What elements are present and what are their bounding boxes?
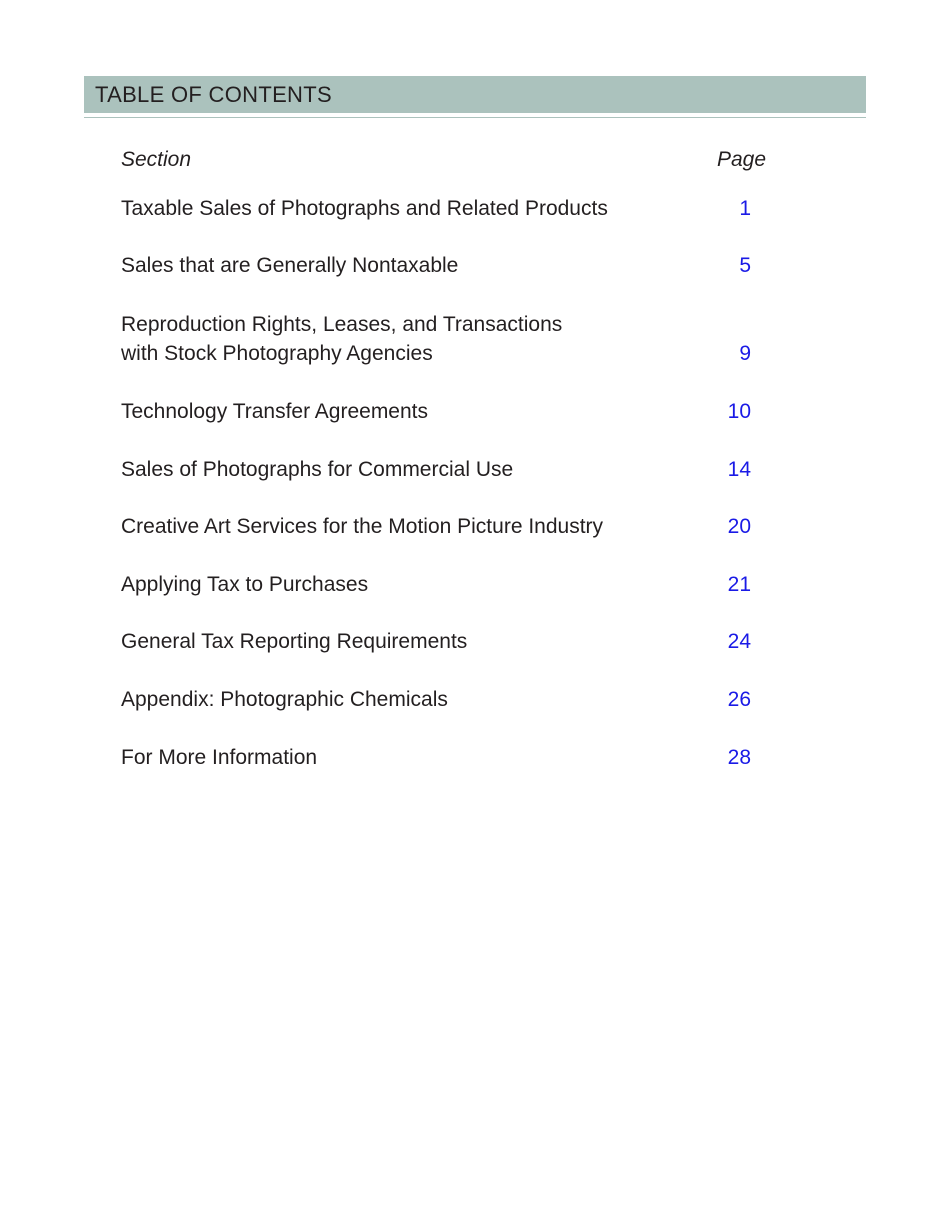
- toc-entry-title: General Tax Reporting Requirements: [121, 630, 468, 653]
- toc-entry-taxable-sales[interactable]: [121, 194, 781, 223]
- toc-entry-title: Technology Transfer Agreements: [121, 400, 429, 423]
- toc-entry-title: Applying Tax to Purchases: [121, 573, 369, 596]
- toc-entry-title: Appendix: Photographic Chemicals: [121, 688, 448, 711]
- toc-entry-page-link[interactable]: 26: [727, 688, 751, 711]
- toc-entry-nontaxable-sales[interactable]: [121, 251, 781, 280]
- toc-entry-reproduction-rights[interactable]: [121, 310, 781, 368]
- toc-entry-page-link[interactable]: 24: [727, 630, 751, 653]
- toc-entry-page-link[interactable]: 14: [727, 458, 751, 481]
- toc-entry-page-link[interactable]: 5: [739, 254, 751, 277]
- toc-entry-title: For More Information: [121, 746, 318, 769]
- toc-entry-page-link[interactable]: 9: [739, 342, 751, 365]
- section-column-heading: Section: [121, 148, 192, 171]
- toc-entry-page-link[interactable]: 28: [727, 746, 751, 769]
- header-divider: [84, 117, 866, 118]
- toc-entry-technology-transfer[interactable]: [121, 397, 781, 426]
- page-column-heading: Page: [717, 148, 767, 171]
- toc-entry-appendix-chemicals[interactable]: [121, 685, 781, 714]
- toc-entry-title: [121, 310, 681, 368]
- toc-entry-title-line: with Stock Photography Agencies: [121, 342, 433, 365]
- toc-entry-title: Creative Art Services for the Motion Picture Industry: [121, 515, 604, 538]
- toc-entry-title-line: Reproduction Rights, Leases, and Transactions: [121, 313, 563, 336]
- toc-entry-more-information[interactable]: [121, 743, 781, 772]
- toc-entry-title: Sales that are Generally Nontaxable: [121, 254, 459, 277]
- toc-entry-commercial-use[interactable]: [121, 455, 781, 484]
- toc-title: TABLE OF CONTENTS: [95, 82, 332, 107]
- toc-entry-page-link[interactable]: 20: [727, 515, 751, 538]
- toc-entry-title: Sales of Photographs for Commercial Use: [121, 458, 514, 481]
- toc-entry-page-link[interactable]: 1: [739, 197, 751, 220]
- toc-entry-title: Taxable Sales of Photographs and Related Products: [121, 197, 608, 220]
- toc-entry-applying-tax[interactable]: [121, 570, 781, 599]
- toc-entry-page-link[interactable]: 10: [727, 400, 751, 423]
- toc-header-band: [84, 76, 866, 113]
- toc-entry-reporting-requirements[interactable]: [121, 627, 781, 656]
- toc-entry-creative-art-services[interactable]: [121, 512, 781, 541]
- toc-entry-page-link[interactable]: 21: [727, 573, 751, 596]
